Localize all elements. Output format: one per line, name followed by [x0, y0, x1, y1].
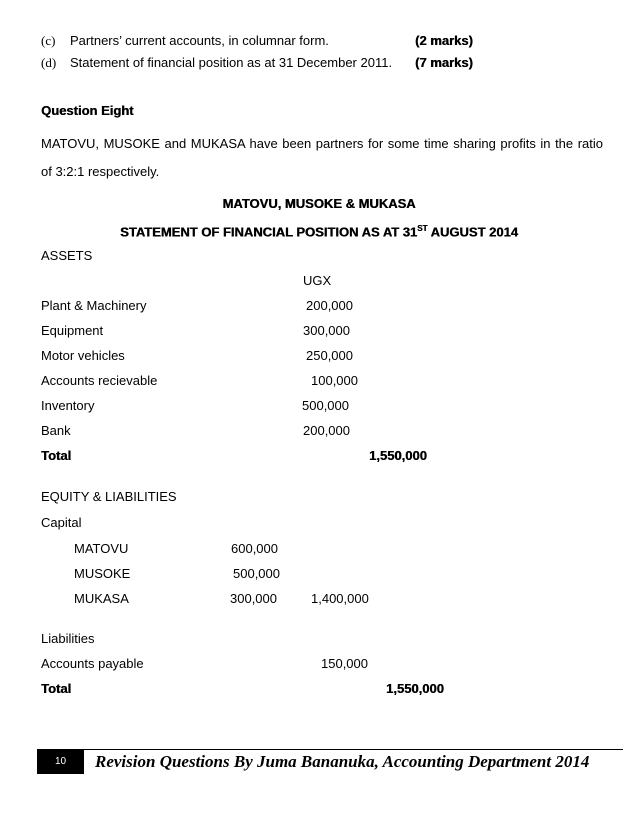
- partner-name: MUSOKE: [74, 566, 131, 581]
- footer-text: Revision Questions By Juma Bananuka, Accounting Department 2014: [95, 752, 590, 771]
- assets-total-value: 1,550,000: [369, 448, 427, 463]
- asset-value: 250,000: [306, 348, 353, 363]
- assets-total-label: Total: [41, 448, 72, 463]
- question-d-letter: (d): [41, 55, 57, 70]
- page-number: 10: [37, 750, 84, 774]
- asset-value: 200,000: [306, 298, 353, 313]
- question-d-marks: (7 marks): [415, 55, 473, 70]
- question-d-text: Statement of financial position as at 31 December 2011.: [70, 55, 393, 70]
- company-name: MATOVU, MUSOKE & MUKASA: [222, 196, 416, 211]
- liability-value: 150,000: [321, 656, 368, 671]
- equity-heading: EQUITY & LIABILITIES: [41, 489, 177, 504]
- statement-title-end: AUGUST 2014: [427, 224, 518, 240]
- asset-value: 300,000: [303, 323, 350, 338]
- asset-label: Plant & Machinery: [41, 298, 147, 313]
- partner-name: MUKASA: [74, 591, 129, 606]
- capital-total: 1,400,000: [311, 591, 369, 606]
- intro-paragraph: MATOVU, MUSOKE and MUKASA have been partners for some time sharing profits in the ratio of 3:2:1 respectively.: [41, 136, 603, 179]
- asset-label: Equipment: [41, 323, 104, 338]
- asset-label: Motor vehicles: [41, 348, 125, 363]
- asset-label: Bank: [41, 423, 71, 438]
- assets-heading: ASSETS: [41, 248, 93, 263]
- question-c-marks: (2 marks): [415, 33, 473, 48]
- asset-label: Inventory: [41, 398, 95, 413]
- equity-total-value: 1,550,000: [386, 681, 444, 696]
- liability-label: Accounts payable: [41, 656, 144, 671]
- capital-heading: Capital: [41, 515, 82, 530]
- statement-title-sup: ST: [417, 224, 428, 233]
- partner-capital: 300,000: [230, 591, 277, 606]
- question-title: Question Eight: [41, 103, 134, 118]
- asset-value: 200,000: [303, 423, 350, 438]
- statement-title: [0, 224, 638, 239]
- liabilities-heading: Liabilities: [41, 631, 95, 646]
- partner-capital: 500,000: [233, 566, 280, 581]
- statement-title-main: STATEMENT OF FINANCIAL POSITION AS AT 31: [120, 224, 418, 240]
- asset-label: Accounts recievable: [41, 373, 158, 388]
- question-c-letter: (c): [41, 33, 56, 48]
- partner-capital: 600,000: [231, 541, 278, 556]
- currency-label: UGX: [303, 273, 332, 288]
- question-c-text: Partners’ current accounts, in columnar form.: [70, 33, 329, 48]
- partner-name: MATOVU: [74, 541, 129, 556]
- equity-total-label: Total: [41, 681, 72, 696]
- asset-value: 100,000: [311, 373, 358, 388]
- asset-value: 500,000: [302, 398, 349, 413]
